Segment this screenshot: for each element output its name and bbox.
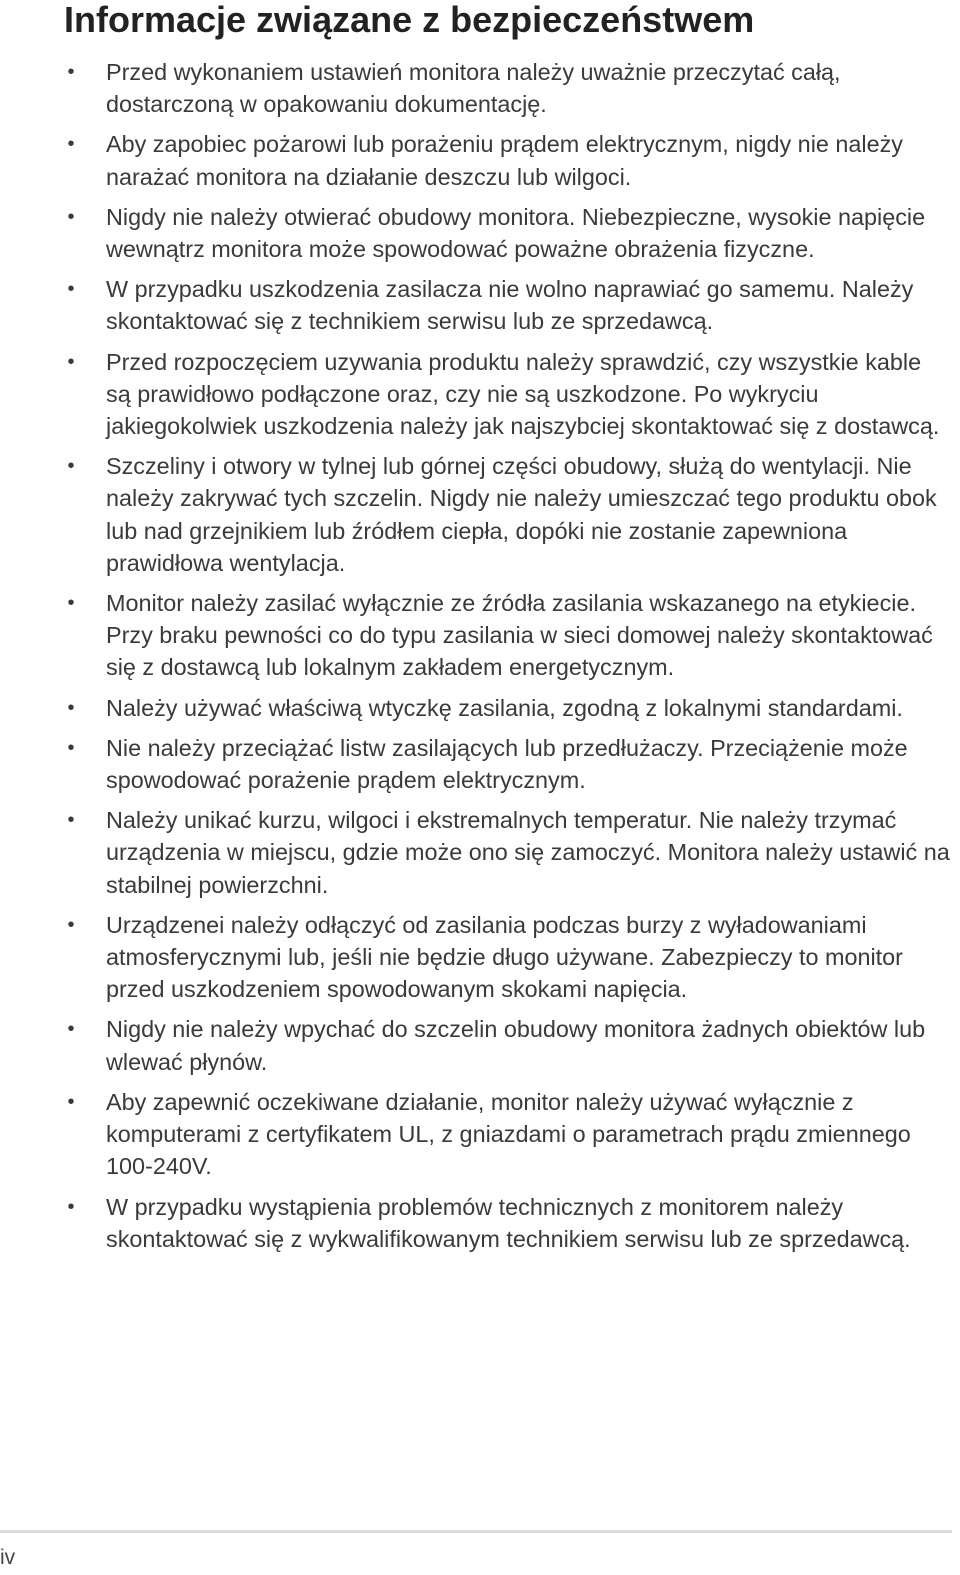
list-item <box>67 1013 952 1077</box>
bullet-marker: • <box>67 350 75 373</box>
list-item-text: Nigdy nie należy wpychać do szczelin obudowy monitora żadnych obiektów lub wlewać płynów. <box>106 1016 926 1075</box>
list-item <box>67 56 952 120</box>
bullet-marker: • <box>67 1018 75 1041</box>
list-item-text: Przed wykonaniem ustawień monitora należy uważnie przeczytać całą, dostarczoną w opakowaniu dokumentację. <box>106 59 841 118</box>
list-item-text: W przypadku uszkodzenia zasilacza nie wolno naprawiać go samemu. Należy skontaktować się z technikiem serwisu lub ze sprzedawcą. <box>106 276 914 335</box>
bullet-marker: • <box>67 278 75 301</box>
list-item-text: Szczeliny i otwory w tylnej lub górnej części obudowy, służą do wentylacji. Nie należy zakrywać tych szczelin. Nigdy nie należy umieszczać tego produktu obok lub nad grzejnikiem lub źródłem ciepła, dopóki nie zostanie zapewniona prawidłowa wentylacja. <box>106 453 937 576</box>
list-item <box>67 128 952 192</box>
list-item <box>67 909 952 1006</box>
list-item-text: W przypadku wystąpienia problemów technicznych z monitorem należy skontaktować się z wykwalifikowanym technikiem serwisu lub ze sprzedawcą. <box>106 1193 911 1252</box>
bullet-marker: • <box>67 913 75 936</box>
page-title: Informacje związane z bezpieczeństwem <box>64 0 755 40</box>
list-item-text: Nie należy przeciążać listw zasilających lub przedłużaczy. Przeciążenie może spowodować porażenie prądem elektrycznym. <box>106 734 908 794</box>
list-item <box>67 804 952 901</box>
bullet-marker: • <box>67 696 75 719</box>
list-item <box>67 692 952 724</box>
list-item-text: Przed rozpoczęciem uzywania produktu należy sprawdzić, czy wszystkie kable są prawidłowo podłączone oraz, czy nie są uszkodzone. Po wykryciu jakiegokolwiek uszkodzenia należy jak najszybciej skontaktować się z dostawcą. <box>106 348 940 440</box>
list-item <box>67 450 952 579</box>
list-item <box>67 273 952 337</box>
list-item-text: Należy używać właściwą wtyczkę zasilania, zgodną z lokalnymi standardami. <box>106 694 903 721</box>
list-item-text: Aby zapewnić oczekiwane działanie, monitor należy używać wyłącznie z komputerami z certyfikatem UL, z gniazdami o parametrach prądu zmiennego 100-240V. <box>106 1088 911 1180</box>
footer-divider <box>0 1530 952 1533</box>
bullet-marker: • <box>67 1195 75 1218</box>
list-item-text: Nigdy nie należy otwierać obudowy monitora. Niebezpieczne, wysokie napięcie wewnątrz monitora może spowodować poważne obrażenia fizyczne. <box>106 203 926 263</box>
list-item <box>67 732 952 796</box>
bullet-marker: • <box>67 61 75 83</box>
page-number: iv <box>0 1546 16 1569</box>
list-item-text: Należy unikać kurzu, wilgoci i ekstremalnych temperatur. Nie należy trzymać urządzenia w miejscu, gdzie może ono się zamoczyć. Monitora należy ustawić na stabilnej powierzchni. <box>106 807 950 898</box>
list-item <box>67 1086 952 1183</box>
list-item <box>67 1191 952 1255</box>
bullet-marker: • <box>67 1090 75 1113</box>
bullet-marker: • <box>67 205 75 228</box>
bullet-marker: • <box>67 736 75 759</box>
bullet-marker: • <box>67 592 75 615</box>
bullet-marker: • <box>67 133 75 156</box>
list-item-text: Aby zapobiec pożarowi lub porażeniu prądem elektrycznym, nigdy nie należy narażać monitora na działanie deszczu lub wilgoci. <box>106 131 904 190</box>
list-item <box>67 587 952 684</box>
bullet-marker: • <box>67 809 75 832</box>
list-item <box>67 201 952 265</box>
safety-bullet-list <box>67 56 952 1263</box>
list-item <box>67 346 952 443</box>
list-item-text: Urządzenei należy odłączyć od zasilania podczas burzy z wyładowaniami atmosferycznymi lub, jeśli nie będzie długo używane. Zabezpieczy to monitor przed uszkodzeniem spowodowanym skokami napięcia. <box>106 911 903 1003</box>
list-item-text: Monitor należy zasilać wyłącznie ze źródła zasilania wskazanego na etykiecie. Przy braku pewności co do typu zasilania w sieci domowej należy skontaktować się z dostawcą lub lokalnym zakładem energetycznym. <box>106 590 933 681</box>
bullet-marker: • <box>67 455 75 478</box>
